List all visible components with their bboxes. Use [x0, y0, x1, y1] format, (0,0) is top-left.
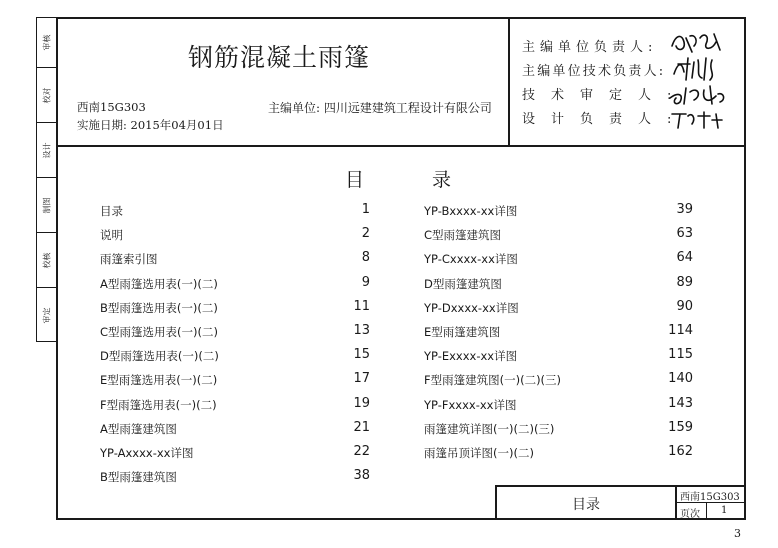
toc-entry-name: 雨篷建筑详图(一)(二)(三): [424, 421, 555, 436]
toc-entry-page: 140: [668, 371, 693, 387]
toc-entry-name: F型雨篷建筑图(一)(二)(三): [424, 373, 562, 388]
strip-label: 审定: [42, 307, 51, 324]
title-block-page-value: 1: [721, 505, 728, 516]
editor-unit: 主编单位: 四川远建建筑工程设计有限公司: [268, 101, 492, 115]
toc-entry-name: B型雨篷选用表(一)(二): [100, 300, 218, 315]
toc-entry-name: E型雨篷建筑图: [424, 325, 501, 339]
toc-entry-name: YP-Dxxxx-xx详图: [424, 300, 519, 315]
toc-entry-page: 13: [353, 323, 370, 338]
toc-entry-page: 19: [353, 395, 370, 411]
header-vertical-divider: [508, 17, 510, 145]
toc-entry-page: 11: [353, 298, 370, 314]
title-block-code: 西南15G303: [680, 492, 740, 503]
toc-entry-page: 22: [353, 444, 370, 459]
strip-cell-check: [37, 68, 56, 123]
strip-label: 审核: [42, 34, 51, 51]
title-block-top-line: [495, 485, 746, 487]
header-divider: [56, 145, 746, 147]
toc-entry-page: 162: [668, 444, 693, 459]
toc-entry-page: 8: [361, 250, 370, 266]
toc-heading-left: 目: [345, 169, 365, 191]
toc-entry-page: 2: [361, 226, 370, 242]
toc-entry-name: 雨篷索引图: [100, 252, 158, 267]
title-block-name: 目录: [572, 497, 600, 513]
signature-strip: [36, 17, 56, 342]
signature-2-image: [668, 54, 728, 82]
responsible-label: 主编单位负责人:: [522, 40, 658, 55]
toc-entry-page: 9: [361, 274, 370, 290]
toc-entry-name: A型雨篷选用表(一)(二): [100, 276, 218, 291]
signature-4-image: [668, 106, 728, 132]
toc-entry-page: 89: [676, 274, 693, 290]
toc-entry-name: 雨篷吊顶详图(一)(二): [424, 446, 534, 460]
strip-cell-review: [37, 18, 56, 68]
toc-entry-page: 15: [353, 347, 370, 363]
strip-label: 设计: [42, 142, 51, 158]
strip-cell-design: [37, 123, 56, 178]
toc-entry-name: F型雨篷选用表(一)(二): [100, 397, 217, 412]
toc-entry-page: 90: [676, 298, 693, 314]
toc-entry-name: YP-Cxxxx-xx详图: [424, 252, 518, 267]
strip-label: 制图: [42, 197, 51, 213]
strip-cell-verify: [37, 233, 56, 288]
toc-entry-name: A型雨篷建筑图: [100, 421, 177, 436]
toc-entry-page: 159: [668, 419, 693, 435]
toc-entry-page: 39: [676, 202, 693, 217]
page-title: 钢筋混凝土雨篷: [188, 43, 371, 72]
toc-entry-name: YP-Axxxx-xx详图: [100, 446, 194, 460]
title-block-left-line: [495, 485, 497, 520]
effective-date: 实施日期: 2015年04月01日: [77, 118, 224, 132]
toc-entry-page: 38: [353, 468, 370, 484]
toc-entry-name: YP-Bxxxx-xx详图: [424, 204, 518, 218]
sheet-number: 3: [734, 527, 741, 540]
strip-cell-draw: [37, 178, 56, 233]
toc-entry-name: C型雨篷选用表(一)(二): [100, 325, 218, 339]
toc-entry-page: 64: [676, 250, 693, 266]
strip-label: 校对: [42, 87, 51, 103]
responsible-label: 设计负责人:: [522, 112, 688, 127]
responsible-label: 主编单位技术负责人:: [522, 64, 666, 79]
strip-cell-approve: [37, 288, 56, 343]
title-block-page-line: [706, 502, 707, 520]
responsible-label: 技术审定人:: [522, 88, 688, 103]
toc-entry-name: C型雨篷建筑图: [424, 228, 502, 243]
title-block-page-label: 页次: [680, 509, 700, 520]
toc-entry-page: 21: [353, 419, 370, 435]
toc-entry-page: 143: [668, 395, 693, 411]
toc-entry-name: E型雨篷选用表(一)(二): [100, 373, 218, 388]
toc-entry-name: 目录: [100, 204, 123, 218]
signature-1-image: [668, 28, 728, 56]
toc-heading-right: 录: [432, 169, 452, 191]
toc-entry-page: 63: [676, 226, 693, 242]
signature-3-image: [668, 82, 728, 108]
toc-entry-name: 说明: [100, 228, 123, 243]
toc-entry-page: 1: [361, 202, 370, 217]
toc-entry-name: YP-Exxxx-xx详图: [424, 349, 518, 364]
toc-entry-name: YP-Fxxxx-xx详图: [424, 397, 517, 412]
toc-entry-name: B型雨篷建筑图: [100, 470, 177, 485]
toc-entry-name: D型雨篷选用表(一)(二): [100, 349, 219, 364]
strip-label: 校核: [42, 252, 51, 268]
toc-entry-page: 115: [668, 347, 693, 363]
toc-entry-name: D型雨篷建筑图: [424, 276, 502, 291]
standard-code: 西南15G303: [77, 100, 146, 114]
toc-entry-page: 114: [668, 323, 693, 338]
toc-entry-page: 17: [353, 371, 370, 387]
